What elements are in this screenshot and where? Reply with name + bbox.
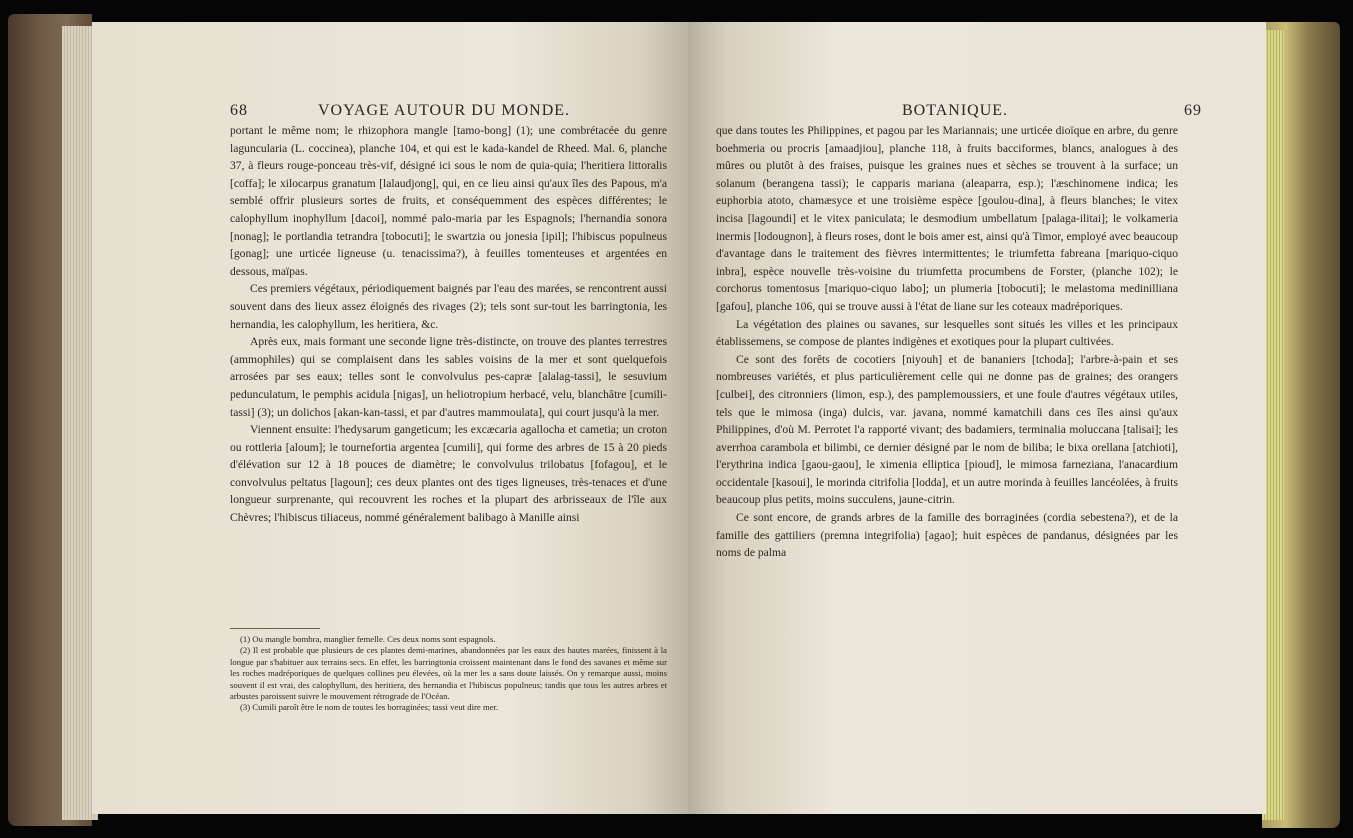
- body-text: [716, 122, 1178, 562]
- page-title: BOTANIQUE.: [902, 102, 1009, 119]
- running-header: [902, 102, 1202, 124]
- paragraph: Ce sont des forêts de cocotiers [niyouh] et de bananiers [tchoda]; l'arbre-à-pain et ses nombreuses variétés, et plus particulièrement celle qui ne donne pas de graines; des orangers [culbei], des citronniers (limon, esp.), des pamplemoussiers, et une foule d'autres végétaux utiles, tels que le mimosa (inga) dulcis, var. javana, nommé kamatchili dans ces îles ainsi qu'aux Philippines, d'où M. Perrotet l'a rapporté vivant; des badamiers, terminalia moluccana [talisai]; les averrhoa carambola et bilimbi, ce dernier désigné par le nom de biliba; le bixa orellana [atchioti], l'erythrina indica [gaou-gaou], le ximenia elliptica [pioud], le mimosa farneziana, l'anacardium occidentale [kasoui], le morinda citrifolia [lodda], et un autre morinda à feuilles lancéolées, à fruits beaucoup plus petits, moins succulens, jaune-citrin.: [716, 352, 1178, 507]
- paragraph: Ce sont encore, de grands arbres de la famille des borraginées (cordia sebestena?), et de la famille des gattiliers (premna integrifolia) [agao]; huit espèces de pandanus, désignées par les noms de palma: [716, 511, 1178, 560]
- paragraph: portant le même nom; le rhizophora mangle [tamo-bong] (1); une combrétacée du genre laguncularia (L. coccinea), planche 104, et qui est le kada-kandel de Rheed. Mal. 6, planche 37, à fleurs rouge-ponceau très-vif, désigné ici sous le nom de quia-quia; l'heritiera littoralis [coffa]; le xilocarpus granatum [lalaudjong], qui, en ce lieu ainsi qu'aux îles des Papous, m'a semblé offrir plusieurs sortes de fruits, et conséquemment des espèces différentes; le calophyllum inophyllum [dacoi], nommé palo-maria par les Espagnols; l'hernandia sonora [nonag]; le portlandia tetrandra [tobocuti]; le swartzia ou jonesia [ipil]; l'hibiscus populneus [gonag]; une urticée ligneuse (u. tenacissima?), à feuilles tomenteuses et argentées en dessous, maïpas.: [230, 124, 667, 278]
- page-number: 69: [1184, 102, 1202, 119]
- paragraph: que dans toutes les Philippines, et pagou par les Mariannais; une urticée dioïque en arbre, du genre boehmeria ou procris [amaadjiou], planche 118, à fruits bacciformes, blancs, analogues à des mûres ou plutôt à des fraises, puisque les graines nues et sèches se trouvent à la surface; un solanum (berangena tassi); le capparis mariana (aleaparra, esp.); l'æschinomene indica; les euphorbia atoto, chamæsyce et une troisième espèce [goulou-dina], à fleurs blanches; le vitex incisa [lagoundi] et le vitex paniculata; le desmodium umbellatum [palaga-ilitai]; le volkameria inermis [lodougnon], à fleurs roses, dont le bois amer est, ainsi qu'à Timor, employé avec beaucoup d'avantage dans le traitement des fièvres intermittentes; le triumfetta fabreana [mariquo-ciquo inbra], espèce nouvelle très-voisine du triumfetta procumbens de Forster, (planche 102); le corchorus tomentosus [mariquo-ciquo labo]; un plumeria [tobocuti]; le melastoma medinilliana [gafou], planche 106, qui se trouve aussi à l'état de liane sur les coteaux madréporiques.: [716, 124, 1178, 313]
- footnotes: [230, 634, 667, 714]
- page-title: VOYAGE AUTOUR DU MONDE.: [318, 102, 571, 119]
- paragraph: Après eux, mais formant une seconde ligne très-distincte, on trouve des plantes terrestres (ammophiles) qui se complaisent dans les sables voisins de la mer et sont quelquefois arrosées par ses eaux; telles sont le convolvulus pes-capræ [alalag-tassi], le sesuvium pedunculatum, le pemphis acidula [nigas], un heliotropium herbacé, velu, blanchâtre [cumili-tassi] (3); un dolichos [akan-kan-tassi, et par d'autres mammoulata], qui court jusqu'à la mer.: [230, 335, 667, 419]
- right-page: [688, 22, 1266, 814]
- page-number: 68: [230, 102, 248, 119]
- paragraph: Ces premiers végétaux, périodiquement baignés par l'eau des marées, se rencontrent aussi souvent dans des lieux assez éloignés des rivages (2); tels sont sur-tout les barringtonia, les hernandia, les calophyllum, les heritiera, &c.: [230, 282, 667, 331]
- running-header: [230, 102, 630, 124]
- footnote-separator: [230, 628, 320, 629]
- left-page: [92, 22, 688, 814]
- footnote: (3) Cumili paroît être le nom de toutes les borraginées; tassi veut dire mer.: [240, 702, 499, 713]
- footnote: (2) Il est probable que plusieurs de ces plantes demi-marines, abandonnées par les eaux des hautes marées, finissent à la longue par s'habituer aux terrains secs. En effet, les barringtonia croissent maintenant dans le fond des savanes et même sur les roches madréporiques de quelques collines peu élevées, où la mer les a sans doute laissés. On y remarque aussi, moins souvent il est vrai, des calophyllum, des heritiera, des hernandia et l'hibiscus populneus; tandis que tous les autres arbres et arbustes paroissent suivre le mouvement rétrograde de l'Océan.: [230, 645, 667, 702]
- body-text: [230, 122, 667, 527]
- footnote: (1) Ou mangle bombra, manglier femelle. Ces deux noms sont espagnols.: [240, 634, 496, 644]
- paragraph: Viennent ensuite: l'hedysarum gangeticum; les excæcaria agallocha et cametia; un croton ou rottleria [aloum]; le tournefortia argentea [cumili], qui forme des arbres de 15 à 20 pieds d'élévation sur 12 à 18 pouces de diamètre; le convolvulus trilobatus [fofagou], et le convolvulus peltatus [lagoun]; ces deux plantes ont des tiges ligneuses, très-tenaces et d'une longueur surprenante, qui recouvrent les roches et la plupart des arbrisseaux de l'île aux Chèvres; l'hibiscus tiliaceus, nommé généralement balibago à Manille ainsi: [230, 423, 667, 525]
- paragraph: La végétation des plaines ou savanes, sur lesquelles sont situés les villes et les principaux établissemens, se compose de plantes indigènes et exotiques pour la plupart cultivées.: [716, 317, 1178, 349]
